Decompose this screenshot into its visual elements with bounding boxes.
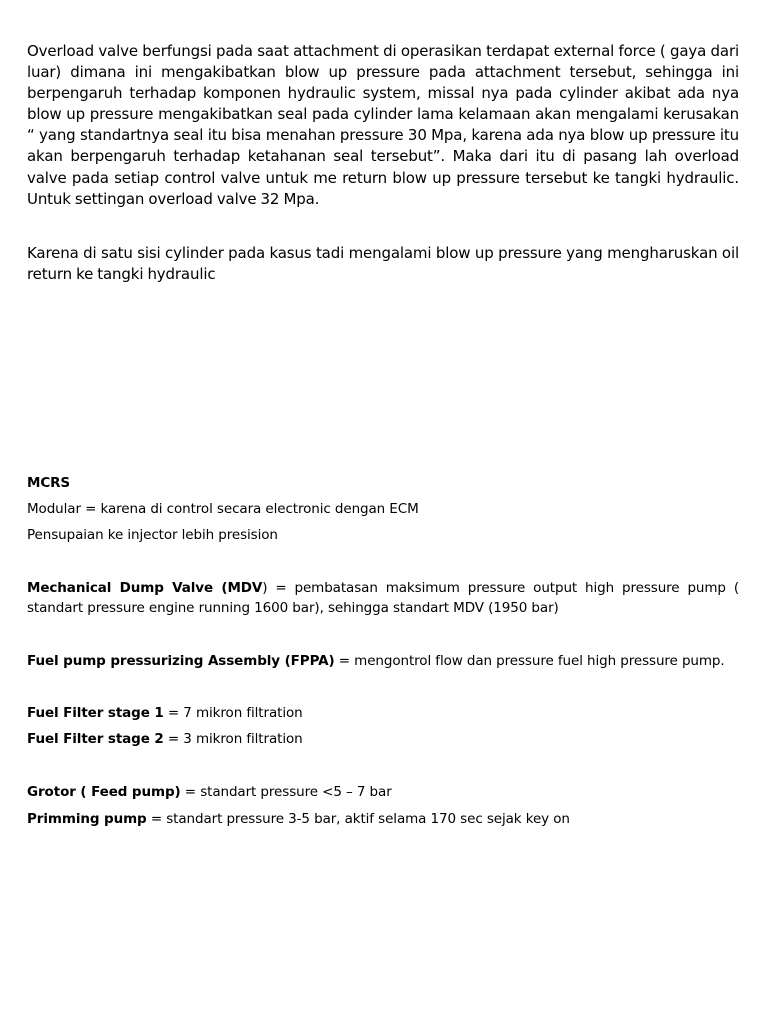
priming-pump-label: Primming pump [27, 811, 147, 827]
mcrs-heading: MCRS [27, 475, 71, 491]
modular-line: Modular = karena di control secara electronic dengan ECM [27, 501, 419, 517]
overload-valve-paragraph: Overload valve berfungsi pada saat attachment di operasikan terdapat external force ( gaya dari luar) dimana ini mengakibatkan blow up pressure pada attachment tersebut, sehingga ini berpengaruh terhadap komponen hydraulic system, missal nya pada cylinder akibat ada nya blow up pressure mengakibatkan seal pada cylinder lama kelamaan akan mengalami kerusakan “ yang standartnya seal itu bisa menahan pressure 30 Mpa, karena ada nya blow up pressure itu akan berpengaruh terhadap ketahanan seal tersebut”. Maka dari itu di pasang lah overload valve pada setiap control valve untuk me return blow up pressure tersebut ke tangki hydraulic. Untuk settingan overload valve 32 Mpa. [27, 42, 739, 208]
fppa-line [27, 652, 739, 671]
mdv-line [27, 579, 739, 618]
fuel-filter-stage-2-line [27, 730, 739, 749]
pensupaian-line: Pensupaian ke injector lebih presision [27, 527, 278, 543]
blow-up-pressure-paragraph: Karena di satu sisi cylinder pada kasus tadi mengalami blow up pressure yang mengharuskan oil return ke tangki hydraulic [27, 244, 739, 284]
priming-pump-text: = standart pressure 3-5 bar, aktif selama 170 sec sejak key on [146, 811, 570, 827]
priming-pump-line [27, 810, 739, 829]
mdv-label: Mechanical Dump Valve (MDV [27, 580, 263, 596]
fuel-filter-stage-2-text: = 3 mikron filtration [163, 731, 303, 747]
fuel-filter-stage-1-label: Fuel Filter stage 1 [27, 705, 164, 721]
mdv-text: ) = pembatasan maksimum pressure output high pressure pump ( standart pressure engine running 1600 bar), sehingga standart MDV (1950 bar) [27, 580, 739, 616]
fuel-filter-stage-1-text: = 7 mikron filtration [163, 705, 303, 721]
grotor-line [27, 783, 739, 802]
grotor-text: = standart pressure <5 – 7 bar [180, 784, 392, 800]
fppa-text: = mengontrol flow dan pressure fuel high pressure pump. [334, 653, 725, 669]
fppa-label: Fuel pump pressurizing Assembly (FPPA) [27, 653, 335, 669]
fuel-filter-stage-2-label: Fuel Filter stage 2 [27, 731, 164, 747]
fuel-filter-stage-1-line [27, 704, 739, 723]
grotor-label: Grotor ( Feed pump) [27, 784, 181, 800]
